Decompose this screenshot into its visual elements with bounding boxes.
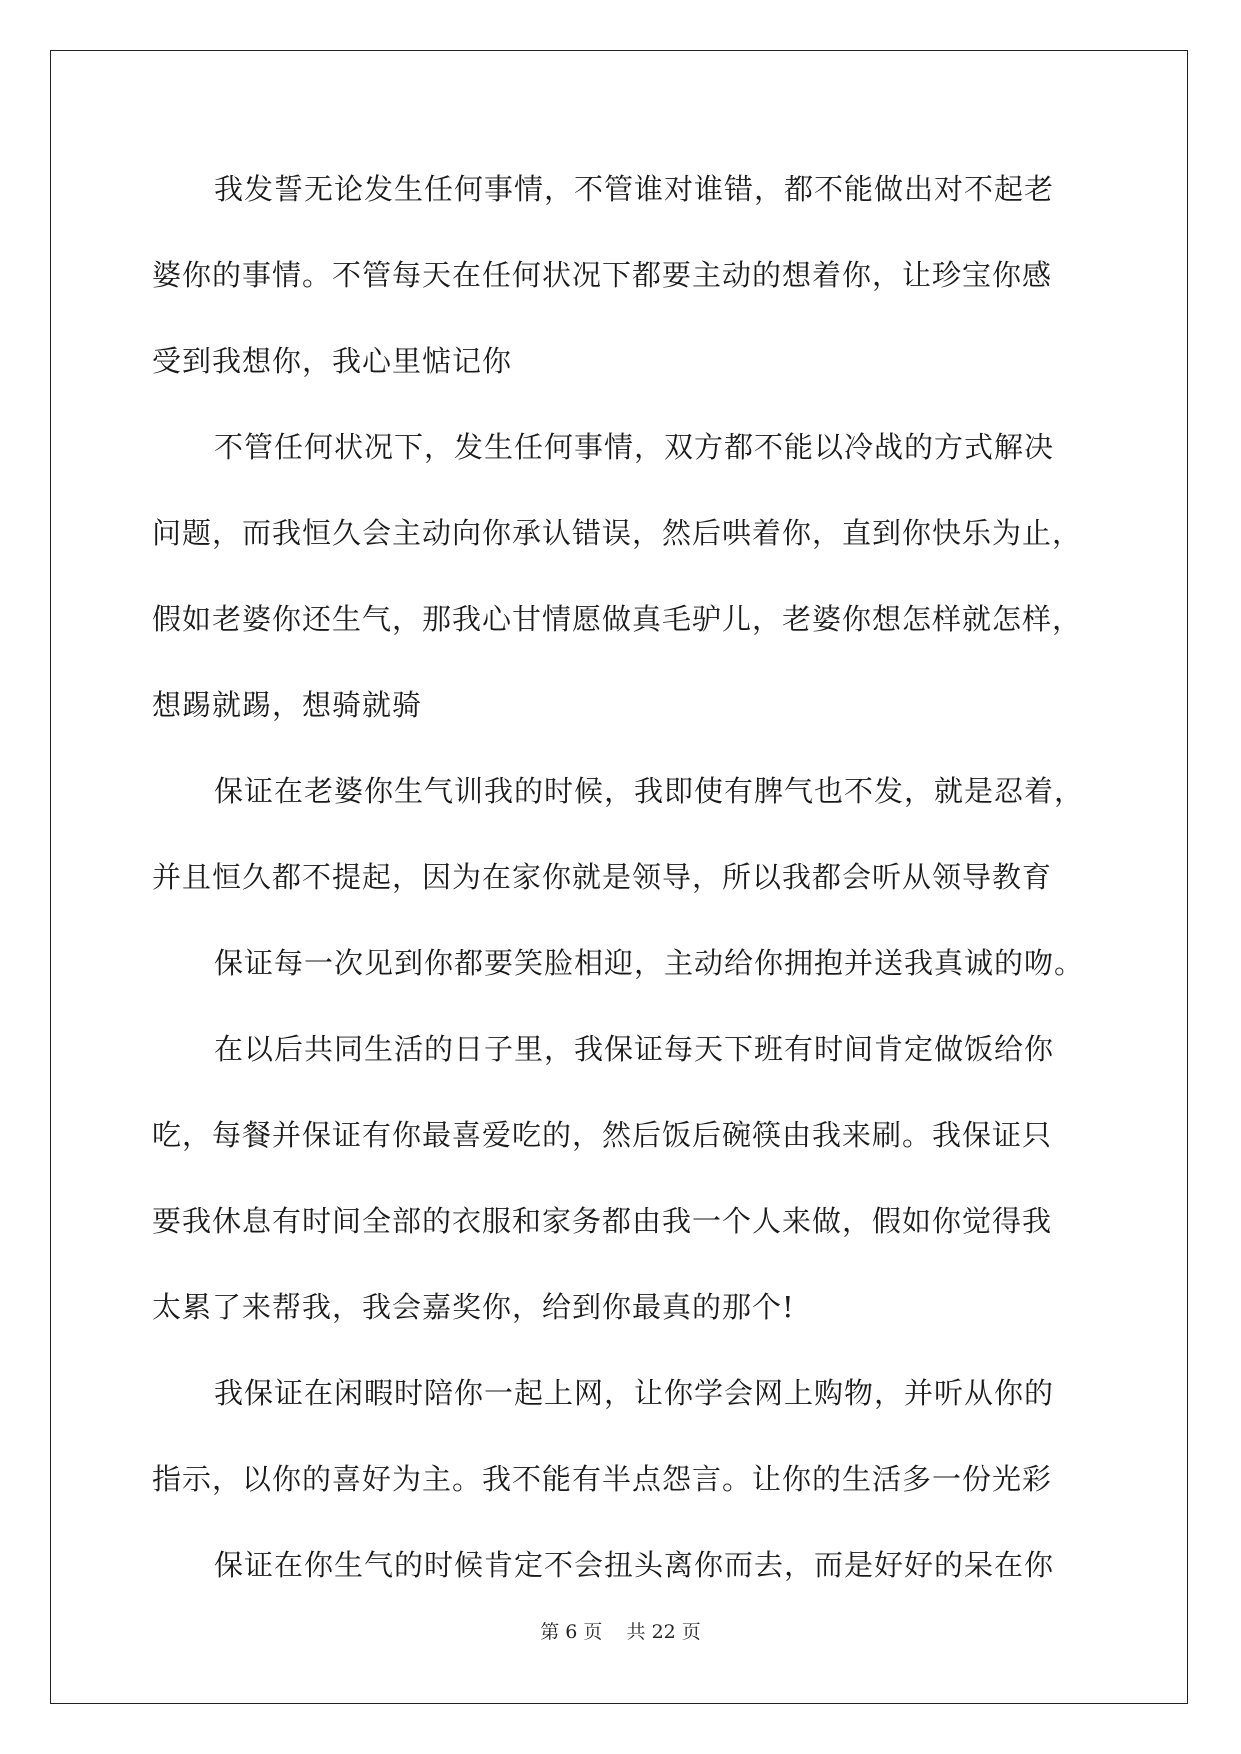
paragraph xyxy=(152,1534,1092,1620)
text-line: 我保证在闲暇时陪你一起上网，让你学会网上购物，并听从你的 xyxy=(214,1376,1055,1410)
text-line: 要我休息有时间全部的衣服和家务都由我一个人来做，假如你觉得我 xyxy=(152,1204,1053,1238)
text-line: 保证在你生气的时候肯定不会扭头离你而去，而是好好的呆在你 xyxy=(214,1548,1055,1582)
text-line: 婆你的事情。不管每天在任何状况下都要主动的想着你，让珍宝你感 xyxy=(152,258,1053,292)
paragraph xyxy=(152,416,1092,760)
text-line: 不管任何状况下，发生任何事情，双方都不能以冷战的方式解决 xyxy=(214,430,1055,464)
page-number: 第 6 页 xyxy=(540,1621,603,1643)
text-line: 在以后共同生活的日子里，我保证每天下班有时间肯定做饭给你 xyxy=(214,1032,1055,1066)
paragraph xyxy=(152,1018,1092,1362)
text-line: 太累了来帮我，我会嘉奖你，给到你最真的那个! xyxy=(152,1290,795,1324)
text-line: 假如老婆你还生气，那我心甘情愿做真毛驴儿，老婆你想怎样就怎样， xyxy=(152,602,1083,636)
document-body xyxy=(152,158,1092,1620)
text-line: 保证在老婆你生气训我的时候，我即使有脾气也不发，就是忍着， xyxy=(214,774,1085,808)
text-line: 并且恒久都不提起，因为在家你就是领导，所以我都会听从领导教育 xyxy=(152,860,1053,894)
page-total: 共 22 页 xyxy=(626,1621,701,1643)
text-line: 我发誓无论发生任何事情，不管谁对谁错，都不能做出对不起老 xyxy=(214,172,1055,206)
paragraph xyxy=(152,932,1092,1018)
text-line: 问题，而我恒久会主动向你承认错误，然后哄着你，直到你快乐为止， xyxy=(152,516,1083,550)
paragraph xyxy=(152,1362,1092,1534)
text-line: 吃，每餐并保证有你最喜爱吃的，然后饭后碗筷由我来刷。我保证只 xyxy=(152,1118,1053,1152)
text-line: 指示，以你的喜好为主。我不能有半点怨言。让你的生活多一份光彩 xyxy=(152,1462,1053,1496)
page-footer xyxy=(0,1617,1241,1644)
text-line: 受到我想你，我心里惦记你 xyxy=(152,344,513,378)
paragraph xyxy=(152,760,1092,932)
text-line: 保证每一次见到你都要笑脸相迎，主动给你拥抱并送我真诚的吻。 xyxy=(214,946,1085,980)
text-line: 想踢就踢，想骑就骑 xyxy=(152,688,423,722)
paragraph xyxy=(152,158,1092,416)
